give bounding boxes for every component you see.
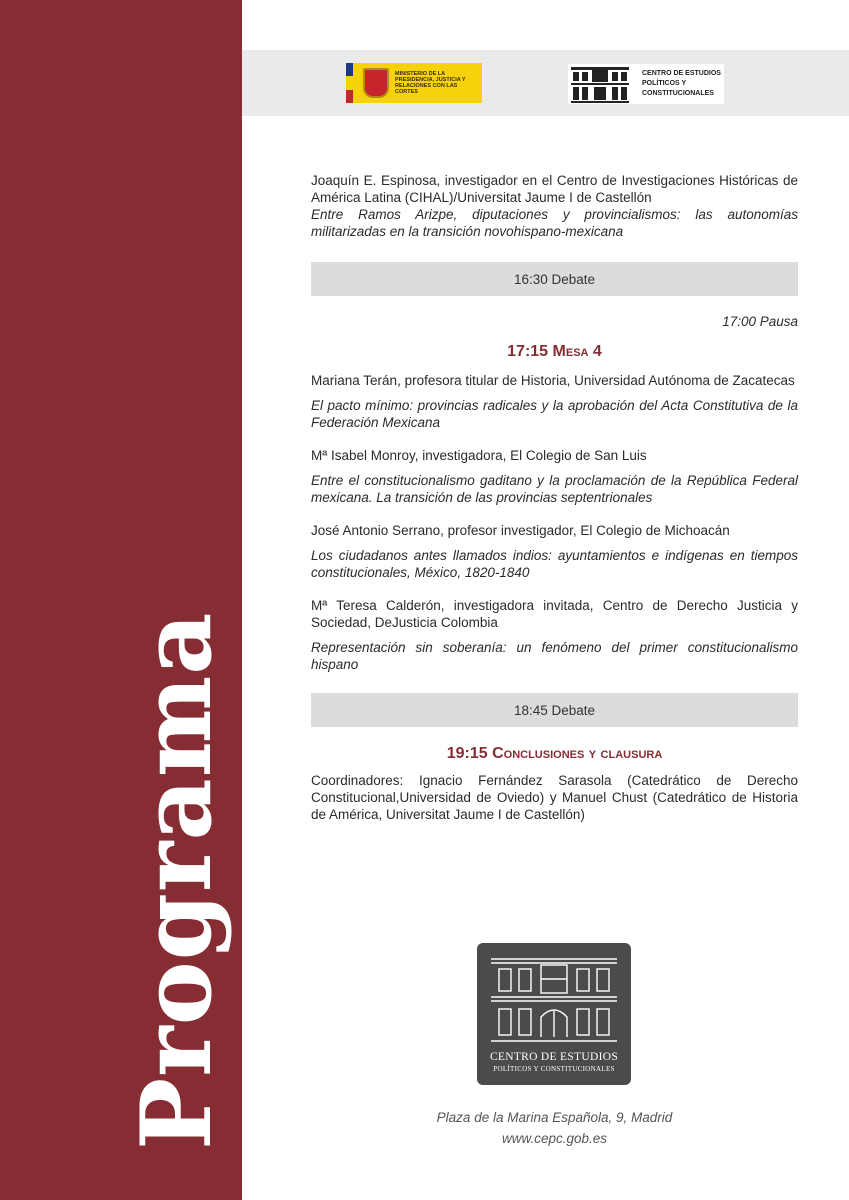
coat-of-arms-icon [363,68,389,98]
debate-bar: 16:30 Debate [311,262,798,296]
coordinators-text [311,772,798,823]
talk-speaker-line [311,372,798,389]
program-content [311,172,798,823]
sidebar [0,0,242,1200]
closing-heading [311,745,798,762]
speaker-name: Mª Teresa Calderón [311,598,441,613]
speaker-affiliation: , profesora titular de Historia, Universidad Autónoma de Zacatecas [397,373,795,388]
coordinator-role: (Catedrático de Historia de América, Universitat Jaume I de Castellón) [311,790,799,822]
coordinator-name: Manuel Chust [562,790,648,805]
ministry-logo [346,63,482,103]
speaker-name: Mariana Terán [311,373,398,388]
talk-title: Representación sin soberanía: un fenómeno del primer constitucionalismo hispano [311,640,798,672]
ministry-logo-text: MINISTERIO DE LA PRESIDENCIA, JUSTICIA Y RELACIONES CON LAS CORTES [395,71,466,95]
talk-title: Los ciudadanos antes llamados indios: ayuntamientos e indígenas en tiempos constitucionales, México, 1820-1840 [311,548,798,580]
talk-speaker-line [311,447,798,464]
speaker-affiliation: , profesor investigador, El Colegio de Michoacán [440,523,730,538]
cepc-logo-text [642,69,721,99]
cepc-logo-line: POLÍTICOS Y [642,80,687,87]
building-icon [489,953,619,1049]
footer-logo-title: CENTRO DE ESTUDIOS [489,1051,619,1063]
speaker-affiliation: , investigador en el Centro de Investigaciones Históricas de América Latina (CIHAL)/Universitat Jaume I de Castellón [311,173,798,205]
coordinators-prefix: Coordinadores: [311,773,419,788]
flag-icon [346,63,353,103]
pause-label: 17:00 Pausa [722,314,798,329]
address: Plaza de la Marina Española, 9, Madrid [436,1110,673,1125]
website-link[interactable]: www.cepc.gob.es [501,1131,608,1146]
talk-speaker-line [311,522,798,539]
coordinator-name: Ignacio Fernández Sarasola [418,773,612,788]
debate-bar: 18:45 Debate [311,693,798,727]
talk-title: El pacto mínimo: provincias radicales y la aprobación del Acta Constitutiva de la Federación Mexicana [311,398,798,430]
footer-logo-subtitle: POLÍTICOS Y CONSTITUCIONALES [493,1065,615,1073]
mesa-time: 17:15 [507,343,549,360]
closing-time: 19:15 [446,745,488,762]
speaker-name: José Antonio Serrano [311,523,441,538]
talk-title: Entre Ramos Arizpe, diputaciones y provincialismos: las autonomías militarizadas en la transición novohispano-mexicana [311,207,798,239]
speaker-name: Joaquín E. Espinosa [311,173,437,188]
footer-address-block [311,1107,798,1149]
building-icon [570,65,630,103]
mesa-label: Mesa 4 [552,343,602,360]
talk-speaker-line [311,172,798,206]
speaker-name: Mª Isabel Monroy [311,448,415,463]
speaker-affiliation: , investigadora invitada, Centro de Derecho Justicia y Sociedad, DeJusticia Colombia [311,598,799,630]
cepc-logo-line: CENTRO DE ESTUDIOS [642,70,721,77]
cepc-footer-logo [477,943,631,1085]
speaker-affiliation: , investigadora, El Colegio de San Luis [414,448,647,463]
talk-speaker-line [311,597,798,631]
closing-label: Conclusiones y clausura [492,745,663,762]
coordinator-role: (Catedrático de Derecho Constitucional,Universidad de Oviedo) y [311,773,798,805]
mesa-heading [311,343,798,360]
talk-title: Entre el constitucionalismo gaditano y la proclamación de la República Federal mexicana. La transición de las provincias septentrionales [311,473,798,505]
cepc-logo-line: CONSTITUCIONALES [642,90,714,97]
logo-band [242,50,849,116]
sidebar-title: Programa [120,611,233,1150]
cepc-logo [568,64,724,104]
